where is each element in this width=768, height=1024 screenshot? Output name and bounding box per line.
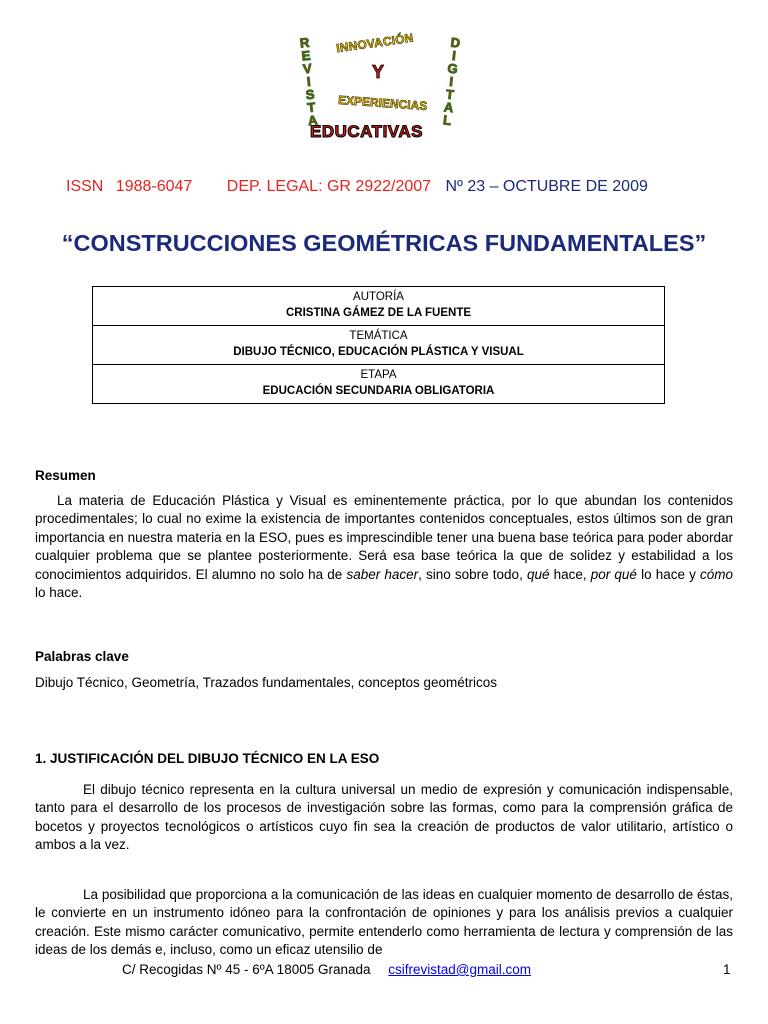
row-value: CRISTINA GÁMEZ DE LA FUENTE xyxy=(285,307,472,319)
row-label: AUTORÍA xyxy=(353,291,404,303)
table-row xyxy=(93,326,665,365)
page-number: 1 xyxy=(723,962,731,977)
section-1-paragraph-2: La posibilidad que proporciona a la comunicación de las ideas en cualquier momento de desarrollo de éstas, le convierte en un instrumento idóneo para la confrontación de opiniones y para los análisis previos a cualquier creación. Este mismo carácter comunicativo, permite entenderlo como herramienta de lectura y comprensión de las ideas de los demás e, incluso, como un eficaz utensilio de xyxy=(35,887,733,958)
logo-left-column xyxy=(294,34,322,129)
resumen-emphasis: saber hacer xyxy=(346,566,419,582)
logo-letter: R xyxy=(299,34,311,51)
logo-letter: I xyxy=(448,73,454,90)
keywords-text: Dibujo Técnico, Geometría, Trazados fundamentales, conceptos geométricos xyxy=(35,675,497,690)
keywords-heading: Palabras clave xyxy=(35,649,129,664)
page-footer xyxy=(122,962,531,977)
row-value: EDUCACIÓN SECUNDARIA OBLIGATORIA xyxy=(262,385,495,397)
logo-letter: L xyxy=(442,112,452,129)
logo-letter: T xyxy=(445,86,455,103)
resumen-text: hace, xyxy=(549,566,591,582)
table-row xyxy=(93,287,665,326)
issue-number: Nº 23 – OCTUBRE DE 2009 xyxy=(445,178,648,195)
resumen-emphasis: qué xyxy=(526,566,550,582)
logo-letter: V xyxy=(302,60,313,77)
logo-letter: I xyxy=(451,47,457,64)
logo-letter: S xyxy=(304,86,316,103)
resumen-paragraph xyxy=(35,492,733,602)
resumen-text: lo hace. xyxy=(35,585,83,601)
logo-right-column xyxy=(438,34,466,129)
article-title: “CONSTRUCCIONES GEOMÉTRICAS FUNDAMENTALES” xyxy=(61,230,707,256)
table-row xyxy=(93,365,665,404)
row-value: DIBUJO TÉCNICO, EDUCACIÓN PLÁSTICA Y VISUAL xyxy=(233,346,524,358)
resumen-emphasis: cómo xyxy=(699,566,733,582)
row-label: TEMÁTICA xyxy=(349,330,408,342)
resumen-emphasis: por qué xyxy=(590,566,637,582)
resumen-text: , sino sobre todo, xyxy=(418,566,527,582)
issn-value: 1988-6047 xyxy=(115,178,193,195)
resumen-text: La materia de Educación Plástica y Visual es eminentemente práctica, por lo que abundan los contenidos procedimentales; lo cual no exime la existencia de importantes contenidos conceptuales, estos últimos son de gran importancia en nuestra materia en la ESO, pues es imprescindible tener una buena base teórica para poder abordar cualquier problema que se plantee posteriormente. Será esa base teórica la que de solidez y estabilidad a los conocimientos adquiridos. El alumno no solo ha de xyxy=(35,493,733,582)
section-1-paragraph-1: El dibujo técnico representa en la cultura universal un medio de expresión y comunicación indispensable, tanto para el desarrollo de los procesos de investigación sobre las formas, como para la comprensión gráfica de bocetos y proyectos tecnológicos o artísticos cuyo fin sea la creación de productos de valor utilitario, artístico o ambos a la vez. xyxy=(35,782,733,853)
resumen-text: lo hace y xyxy=(636,566,700,582)
row-label: ETAPA xyxy=(360,369,397,381)
article-info-table xyxy=(92,286,665,404)
section-1-heading: 1. JUSTIFICACIÓN DEL DIBUJO TÉCNICO EN LA ESO xyxy=(35,751,380,766)
logo-line-3: EXPERIENCIAS xyxy=(337,92,428,114)
logo-line-1: INNOVACIÓN xyxy=(335,30,415,56)
logo-line-2: Y xyxy=(372,62,385,82)
logo-letter: A xyxy=(307,112,319,129)
resumen-heading: Resumen xyxy=(35,468,96,483)
footer-address: C/ Recogidas Nº 45 - 6ºA 18005 Granada xyxy=(122,962,371,977)
logo-letter: T xyxy=(306,99,317,116)
footer-email-link[interactable]: csifrevistad@gmail.com xyxy=(388,962,532,977)
dep-legal: DEP. LEGAL: GR 2922/2007 xyxy=(226,178,432,195)
logo-letter: E xyxy=(300,47,312,64)
issn-label: ISSN xyxy=(66,178,104,195)
logo-line-4: EDUCATIVAS xyxy=(310,122,423,141)
logo-letter: A xyxy=(443,99,455,116)
issn-line xyxy=(66,178,648,196)
logo-letter: G xyxy=(446,60,459,77)
logo-letter: I xyxy=(306,73,312,90)
logo-letter: D xyxy=(449,34,461,51)
journal-logo xyxy=(296,30,466,148)
